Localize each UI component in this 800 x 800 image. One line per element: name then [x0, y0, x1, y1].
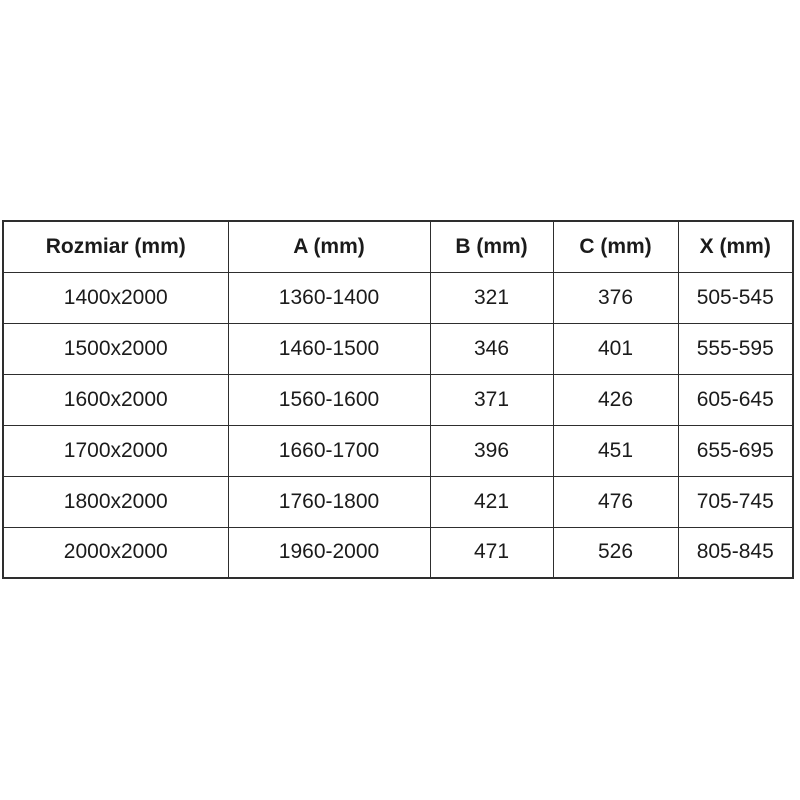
table-cell: 605-645 [678, 374, 793, 425]
table-header-cell-rozmiar: Rozmiar (mm) [3, 221, 228, 272]
table-cell: 1760-1800 [228, 476, 430, 527]
table-cell: 505-545 [678, 272, 793, 323]
table-cell: 1560-1600 [228, 374, 430, 425]
table-cell: 526 [553, 527, 678, 578]
table-cell: 1800x2000 [3, 476, 228, 527]
table-cell: 471 [430, 527, 553, 578]
table-row [3, 476, 793, 527]
table-cell: 2000x2000 [3, 527, 228, 578]
table-cell: 1460-1500 [228, 323, 430, 374]
table-cell: 451 [553, 425, 678, 476]
table-cell: 346 [430, 323, 553, 374]
table-header-cell-a: A (mm) [228, 221, 430, 272]
table-cell: 1960-2000 [228, 527, 430, 578]
size-table [2, 220, 794, 579]
table-cell: 655-695 [678, 425, 793, 476]
table-cell: 1660-1700 [228, 425, 430, 476]
table-cell: 426 [553, 374, 678, 425]
table-cell: 1700x2000 [3, 425, 228, 476]
table-cell: 321 [430, 272, 553, 323]
table-cell: 1400x2000 [3, 272, 228, 323]
table-row [3, 323, 793, 374]
table-cell: 1500x2000 [3, 323, 228, 374]
table-header-cell-b: B (mm) [430, 221, 553, 272]
table-header-row [3, 221, 793, 272]
table-row [3, 527, 793, 578]
table-cell: 476 [553, 476, 678, 527]
table-cell: 1600x2000 [3, 374, 228, 425]
table-row [3, 272, 793, 323]
table-cell: 1360-1400 [228, 272, 430, 323]
table-cell: 396 [430, 425, 553, 476]
table-cell: 376 [553, 272, 678, 323]
table-header-cell-c: C (mm) [553, 221, 678, 272]
table-row [3, 425, 793, 476]
table-cell: 421 [430, 476, 553, 527]
table-cell: 705-745 [678, 476, 793, 527]
table-cell: 805-845 [678, 527, 793, 578]
table-cell: 371 [430, 374, 553, 425]
table-row [3, 374, 793, 425]
table-header-cell-x: X (mm) [678, 221, 793, 272]
table-cell: 555-595 [678, 323, 793, 374]
table-cell: 401 [553, 323, 678, 374]
